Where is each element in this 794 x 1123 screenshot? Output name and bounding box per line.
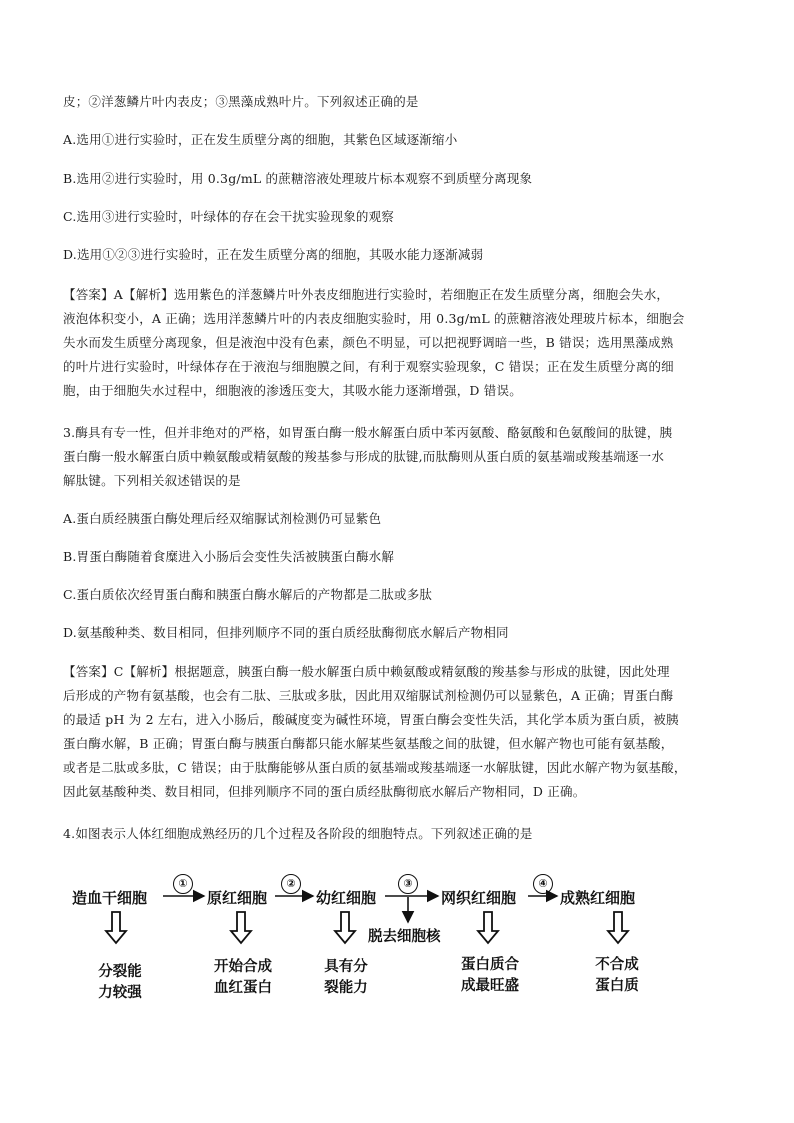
q3-stem [63,421,733,493]
step-number: ② [281,874,301,894]
q3-answer-line: 【答案】C【解析】根据题意，胰蛋白酶一般水解蛋白质中赖氨酸或精氨酸的羧基参与形成的肽键，因此处理 [63,664,670,679]
stage-feature [306,957,386,999]
q3-option-c: C.蛋白质依次经胃蛋白酶和胰蛋白酶水解后的产物都是二肽或多肽 [63,587,433,602]
hollow-down-arrow [231,912,251,943]
q3-option-b: B.胃蛋白酶随着食糜进入小肠后会变性失活被胰蛋白酶水解 [63,549,395,564]
step-number: ③ [398,874,418,894]
stage-label: 原红细胞 [207,889,268,907]
q2-stem-tail: 皮；②洋葱鳞片叶内表皮；③黑藻成熟叶片。下列叙述正确的是 [63,94,419,109]
feature-line: 不合成 [595,957,639,973]
hollow-down-arrow [608,912,628,943]
q3-answer-line: 或者是二肽或多肽，C 错误；由于肽酶能够从蛋白质的氨基端或羧基端逐一水解肽键，因此水解产物为氨基酸， [63,760,687,775]
q2-option-a: A.选用①进行实验时，正在发生质壁分离的细胞，其紫色区域逐渐缩小 [63,132,458,147]
q3-answer-explanation [63,660,733,804]
q3-stem-line: 解肽键。下列相关叙述错误的是 [63,473,241,488]
q2-answer-line: 【答案】A【解析】选用紫色的洋葱鳞片叶外表皮细胞进行实验时，若细胞正在发生质壁分离，细胞会失水， [63,287,670,302]
q3-option-d: D.氨基酸种类、数目相同，但排列顺序不同的蛋白质经肽酶彻底水解后产物相同 [63,625,509,640]
stage-label: 造血干细胞 [72,889,148,907]
feature-line: 成最旺盛 [461,978,519,994]
q3-option-a: A.蛋白质经胰蛋白酶处理后经双缩脲试剂检测仍可显紫色 [63,511,382,526]
feature-line: 蛋白质 [595,978,639,994]
q2-answer-line: 的叶片进行实验时，叶绿体存在于液泡与细胞膜之间，有利于观察实验现象，C 错误；正在发生质壁分离的细 [63,359,674,374]
hollow-down-arrow [106,912,126,943]
stage-feature [440,955,540,997]
stage-label: 幼红细胞 [316,889,377,907]
hollow-down-arrow [335,912,355,943]
feature-line: 裂能力 [324,980,368,996]
stage-label: 网织红细胞 [441,889,517,907]
q3-answer-line: 的最适 pH 为 2 左右，进入小肠后，酸碱度变为碱性环境，胃蛋白酶会变性失活，其化学本质为蛋白质，被胰 [63,712,679,727]
q2-option-c: C.选用③进行实验时，叶绿体的存在会干扰实验现象的观察 [63,209,394,224]
q3-stem-line: 3.酶具有专一性，但并非绝对的严格，如胃蛋白酶一般水解蛋白质中苯丙氨酸、酪氨酸和色氨酸间的肽键，胰 [63,425,673,440]
q2-answer-explanation [63,283,733,403]
stage-feature [84,962,156,1004]
q3-answer-line: 因此氨基酸种类、数目相同，但排列顺序不同的蛋白质经肽酶彻底水解后产物相同，D 正确。 [63,784,586,799]
q2-answer-line: 失水而发生质壁分离现象，但是液泡中没有色素，颜色不明显，可以把视野调暗一些，B 错误；选用黑藻成熟 [63,335,674,350]
q3-stem-line: 蛋白酶一般水解蛋白质中赖氨酸或精氨酸的羧基参与形成的肽键,而肽酶则从蛋白质的氨基端或羧基端逐一水 [63,449,665,464]
hollow-down-arrow [478,912,498,943]
feature-line: 开始合成 [214,959,272,975]
feature-line: 具有分 [324,959,368,975]
feature-line: 力较强 [98,985,142,1001]
stage-feature [198,957,288,999]
feature-line: 分裂能 [98,964,142,980]
q4-stem: 4.如图表示人体红细胞成熟经历的几个过程及各阶段的细胞特点。下列叙述正确的是 [63,826,533,841]
stage-label: 成熟红细胞 [560,889,636,907]
stage-feature [578,955,656,997]
nucleus-removal-note: 脱去细胞核 [368,929,441,945]
q2-option-b: B.选用②进行实验时，用 0.3g/mL 的蔗糖溶液处理玻片标本观察不到质壁分离现象 [63,171,533,186]
q2-answer-line: 胞，由于细胞失水过程中，细胞液的渗透压变大，其吸水能力逐渐增强，D 错误。 [63,383,522,398]
q3-answer-line: 后形成的产物有氨基酸，也会有二肽、三肽或多肽，因此用双缩脲试剂检测仍可以显紫色，A 正确；胃蛋白酶 [63,688,674,703]
q3-answer-line: 蛋白酶水解，B 正确；胃蛋白酶与胰蛋白酶都只能水解某些氨基酸之间的肽键，但水解产物也可能有氨基酸， [63,736,674,751]
feature-line: 血红蛋白 [214,980,272,996]
step-number: ④ [533,874,553,894]
q2-answer-line: 液泡体积变小，A 正确；选用洋葱鳞片叶的内表皮细胞实验时，用 0.3g/mL 的蔗糖溶液处理玻片标本，细胞会 [63,311,685,326]
q2-option-d: D.选用①②③进行实验时，正在发生质壁分离的细胞，其吸水能力逐渐减弱 [63,247,484,262]
step-number: ① [173,874,193,894]
feature-line: 蛋白质合 [461,957,519,973]
